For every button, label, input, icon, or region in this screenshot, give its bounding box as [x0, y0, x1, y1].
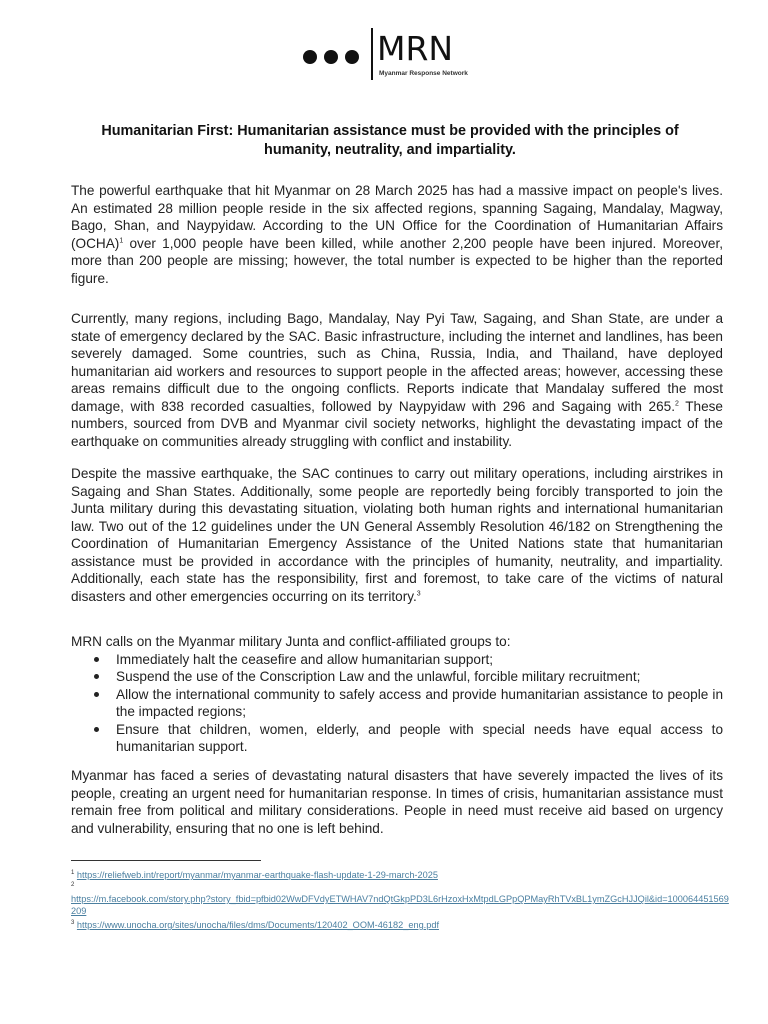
logo-dot: [345, 50, 359, 64]
bullet-icon: [94, 692, 99, 697]
calls-list: [71, 651, 723, 756]
footnote-ref-3[interactable]: 3: [416, 589, 421, 597]
paragraph-text: The powerful earthquake that hit Myanmar on 28 March 2025 has had a massive impact on people's lives. An estimated 28 million people reside in the six affected regions, spanning Sagaing, Mandalay, Magway, Bago, Shan, and Naypyidaw. According to the UN Office for the Coordination of Humanitarian Affairs (OCHA): [71, 183, 723, 251]
paragraph-text: These numbers, sourced from DVB and Myanmar civil society networks, highlight the devastating impact of the earthquake on communities already struggling with conflict and instability.: [71, 398, 723, 449]
paragraph-emergency: [71, 310, 723, 450]
logo-divider: [371, 28, 373, 80]
paragraph-calls: [71, 633, 723, 756]
bullet-icon: [94, 657, 99, 662]
logo-name: MRN: [377, 29, 454, 68]
footnote-link-3[interactable]: https://www.unocha.org/sites/unocha/files/dms/Documents/120402_OOM-46182_eng.pdf: [76, 920, 439, 930]
list-item: [71, 721, 723, 756]
footnote-number: 1: [71, 869, 75, 876]
paragraph-impact: [71, 182, 723, 287]
footnote-1: [71, 869, 731, 881]
list-item: [71, 668, 723, 686]
logo-subtitle: Myanmar Response Network: [379, 70, 468, 77]
bullet-icon: [94, 727, 99, 732]
footnote-ref-1[interactable]: 1: [119, 236, 124, 244]
mrn-logo: [303, 28, 473, 80]
calls-intro: MRN calls on the Myanmar military Junta and conflict-affiliated groups to:: [71, 634, 511, 649]
logo-dots-icon: [303, 50, 359, 64]
bullet-icon: [94, 674, 99, 679]
paragraph-military-operations: [71, 465, 723, 605]
logo-dot: [303, 50, 317, 64]
list-item-text: Ensure that children, women, elderly, and people with special needs have equal access to humanitarian support.: [116, 721, 723, 754]
document-title: Humanitarian First: Humanitarian assistance must be provided with the principles of humanity, neutrality, and impartiality.: [101, 123, 679, 158]
footnote-separator: [71, 860, 261, 861]
list-item-text: Immediately halt the ceasefire and allow humanitarian support;: [116, 651, 494, 667]
footnote-number: 2: [71, 881, 75, 888]
list-item: [71, 651, 723, 669]
paragraph-text: over 1,000 people have been killed, while another 2,200 people have been injured. Moreover, more than 200 people are missing; however, the total number is expected to be higher than the reported figure.: [71, 235, 723, 286]
paragraph-conclusion: Myanmar has faced a series of devastating natural disasters that have severely impacted the lives of its people, creating an urgent need for humanitarian response. In times of crisis, humanitarian assistance must remain free from political and military considerations. People in need must receive aid based on urgency and vulnerability, ensuring that no one is left behind.: [71, 768, 723, 836]
footnote-ref-2[interactable]: 2: [674, 399, 679, 407]
footnote-3: [71, 919, 731, 931]
logo-dot: [324, 50, 338, 64]
list-item-text: Suspend the use of the Conscription Law and the unlawful, forcible military recruitment;: [116, 669, 641, 684]
footnote-number: 3: [71, 919, 75, 926]
list-item: [71, 686, 723, 721]
list-item-text: Allow the international community to safely access and provide humanitarian assistance to people in the impacted regions;: [116, 686, 723, 719]
paragraph-text: Currently, many regions, including Bago, Mandalay, Nay Pyi Taw, Sagaing, and Shan State, are under a state of emergency declared by the SAC. Basic infrastructure, including the internet and landlines, has been severely damaged. Some countries, such as China, Russia, India, and Thailand, have deployed humanitarian aid workers and resources to support people in the affected areas; however, accessing these areas remains difficult due to the ongoing conflicts. Reports indicate that Mandalay suffered the most damage, with 838 recorded casualties, followed by Naypyidaw with 296 and Sagaing with 265.: [71, 311, 723, 414]
footnote-2-number: [71, 881, 731, 893]
footnote-2: [71, 893, 731, 917]
footnote-link-2[interactable]: https://m.facebook.com/story.php?story_fbid=pfbid02WwDFVdyETWHAV7ndQtGkpPD3L6rHzoxHxMtpdLGPpQPMayRhTVxBL1ymZGcHJJQil&id=100064451569209: [71, 894, 729, 916]
paragraph-text: Despite the massive earthquake, the SAC continues to carry out military operations, including airstrikes in Sagaing and Shan States. Additionally, some people are reportedly being forcibly transported to join the Junta military during this devastating situation, violating both human rights and international humanitarian law. Two out of the 12 guidelines under the UN General Assembly Resolution 46/182 on Strengthening the Coordination of Humanitarian Emergency Assistance of the United Nations state that humanitarian assistance must be provided in accordance with the principles of humanity, neutrality, and impartiality. Additionally, each state has the responsibility, first and foremost, to take care of the victims of natural disasters and other emergencies occurring on its territory.: [71, 466, 723, 604]
footnote-link-1[interactable]: https://reliefweb.int/report/myanmar/myanmar-earthquake-flash-update-1-29-march-2025: [76, 870, 438, 880]
